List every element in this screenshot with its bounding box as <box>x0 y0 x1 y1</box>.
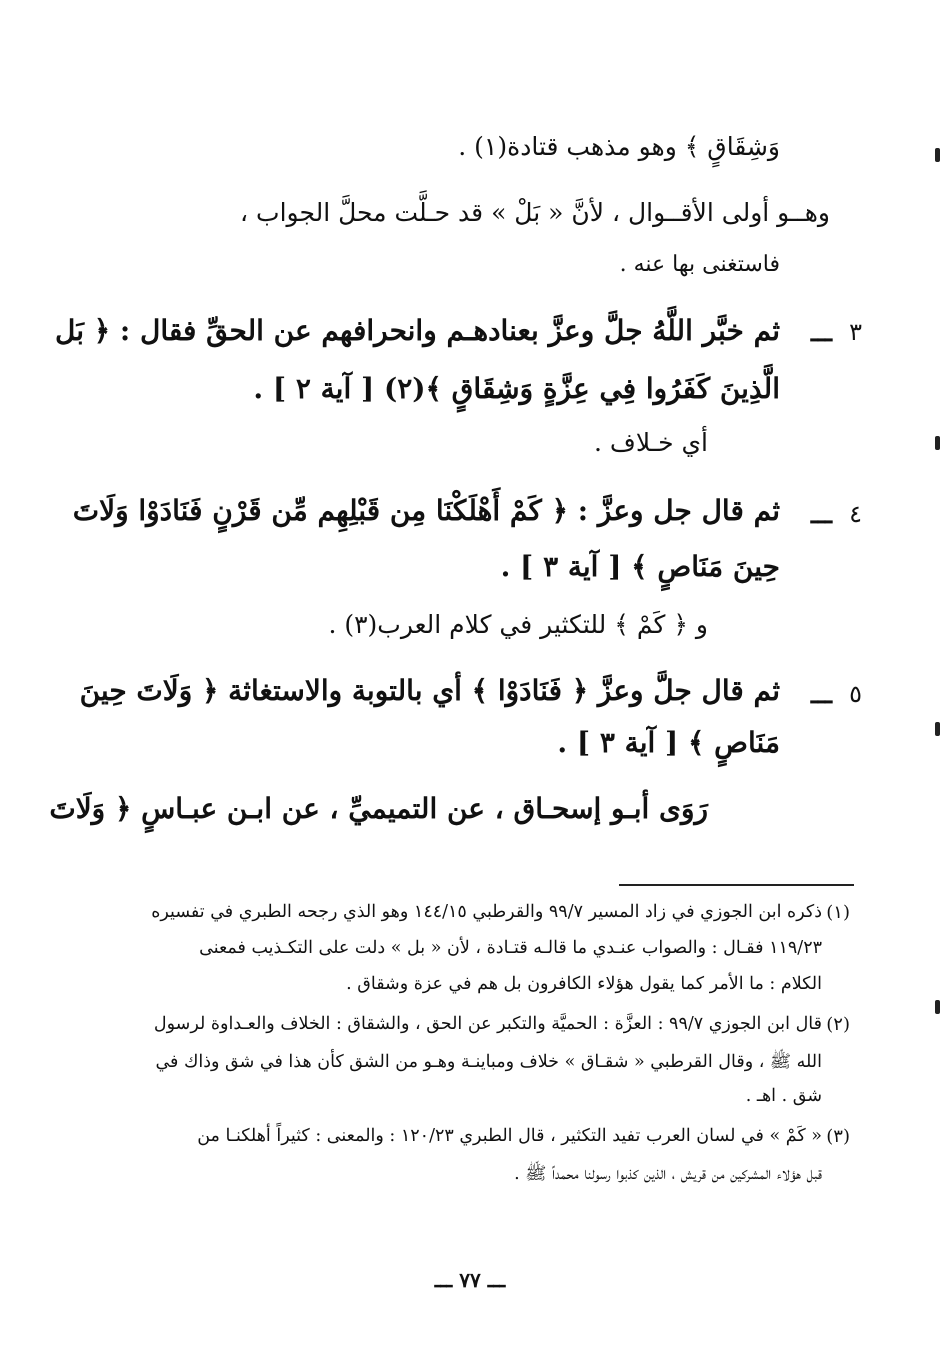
item-number-3: ٣ <box>849 318 862 346</box>
footnote-separator <box>619 884 854 886</box>
body-line-11: مَنَاصٍ ﴾ [ آية ٣ ] . <box>557 726 780 759</box>
footnote-line: قال ابن الجوزي ٩٩/٧ : العزَّة : الحميَّة والتكبر عن الحق ، والشقاق : الخلاف والعـداوة لرسول <box>153 1014 822 1034</box>
body-line-12: رَوَى أبـو إسحـاق ، عن التميميِّ ، عن ابـن عبـاسٍ ﴿ وَلَاتَ <box>49 792 708 825</box>
item-number-4: ٤ <box>849 500 862 528</box>
body-line-7: ثم قال جل وعزَّ : ﴿ كَمْ أَهْلَكْنَا مِن قَبْلِهِم مِّن قَرْنٍ فَنَادَوْا وَلَاتَ <box>72 494 780 527</box>
item-number-5: ٥ <box>849 680 862 708</box>
body-line-5: الَّذِينَ كَفَرُوا فِي عِزَّةٍ وَشِقَاقٍ ﴾(٢) [ آية ٢ ] . <box>253 372 780 405</box>
item-dash: ـــ <box>810 500 832 529</box>
footnote-line: الله ﷺ ، وقال القرطبي « شقـاق » خلاف ومباينـة وهـو من الشق كأن هذا في شق وذاك في <box>155 1052 822 1072</box>
body-line-10: ثم قال جلَّ وعزَّ ﴿ فَنَادَوْا ﴾ أي بالتوبة والاستغاثة ﴿ وَلَاتَ حِينَ <box>79 674 780 707</box>
item-dash: ـــ <box>810 680 832 709</box>
body-line-9: و ﴿ كَمْ ﴾ للتكثير في كلام العرب(٣) . <box>328 610 708 639</box>
body-line-4: ثم خبَّر اللَّهُ جلَّ وعزَّ بعنادهـم وانحرافهم عن الحقِّ فقال : ﴿ بَل <box>55 314 780 347</box>
footnote-line: ذكره ابن الجوزي في زاد المسير ٩٩/٧ والقرطبي ١٤٤/١٥ وهو الذي رجحه الطبري في تفسيره <box>151 902 822 922</box>
footnote-line: الكلام : ما الأمر كما يقول هؤلاء الكافرون بل هم في عزة وشقاق . <box>346 974 822 994</box>
footnote-number: (٢) <box>826 1014 850 1035</box>
binding-mark <box>935 722 940 736</box>
footnote-line: قبل هؤلاء المشركين من قريش ، الذين كذبوا رسولنا محمداً ﷺ . <box>514 1164 822 1184</box>
footnote-line: ١١٩/٢٣ فقـال : والصواب عنـدي ما قالـه قتـادة ، لأن « بل » دلت على التكـذيب فمعنى <box>199 938 822 958</box>
body-line-8: حِينَ مَنَاصٍ ﴾ [ آية ٣ ] . <box>500 550 780 583</box>
footnote-number: (١) <box>826 902 850 923</box>
page-number: ـــ ٧٧ ـــ <box>434 1268 506 1292</box>
footnote-line: شق . اهـ . <box>745 1086 822 1106</box>
item-dash: ـــ <box>810 318 832 347</box>
body-line-6: أي خـلاف . <box>594 428 708 457</box>
body-line-2: وهــو أولى الأقــوال ، لأنَّ « بَلْ » قد حـلَّت محلَّ الجواب ، <box>240 198 830 227</box>
body-line-3: فاستغنى بها عنه . <box>619 252 780 277</box>
binding-mark <box>935 1000 940 1014</box>
binding-mark <box>935 148 940 162</box>
body-line-1: وَشِقَاقٍ ﴾ وهو مذهب قتادة(١) . <box>458 132 780 161</box>
binding-mark <box>935 436 940 450</box>
footnote-line: « كَمْ » في لسان العرب تفيد التكثير ، قال الطبري ١٢٠/٢٣ : والمعنى : كثيراً أهلكنـا من <box>197 1126 822 1146</box>
footnote-number: (٣) <box>826 1126 850 1147</box>
